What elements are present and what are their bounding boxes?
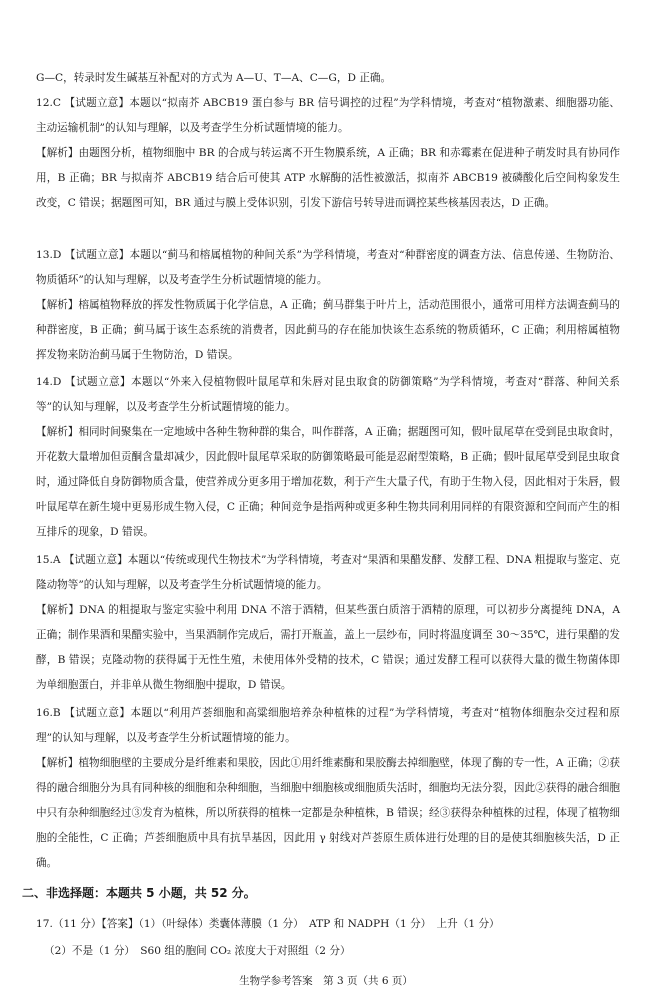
q14-intent: 14.D 【试题立意】本题以“外来入侵植物假叶鼠尾草和朱唇对昆虫取食的防御策略”为学科情境，考查对“群落、种间关系等”的认知与理解，以及考查学生分析试题情境的能力。	[36, 376, 620, 413]
q16-intent: 16.B 【试题立意】本题以“利用芦荟细胞和高粱细胞培养杂种植株的过程”为学科情境，考查对“植物体细胞杂交过程和原理”的认知与理解，以及考查学生分析试题情境的能力。	[36, 707, 620, 744]
q13-analysis: 【解析】榕属植物释放的挥发性物质属于化学信息，A 正确；蓟马群集于叶片上，活动范围很小，通常可用样方法调查蓟马的种群密度，B 正确；蓟马属于该生态系统的消费者，因此蓟马的存在能加快该生态系统的物质循环，C 正确；利用榕属植物挥发物来防治蓟马属于生物防治，D 错误。	[36, 299, 620, 361]
q14-analysis: 【解析】相同时间聚集在一定地域中各种生物种群的集合，叫作群落，A 正确；据题图可知，假叶鼠尾草在受到昆虫取食时，开花数大量增加但贡酮含量却减少，因此假叶鼠尾草采取的防御策略最可能是忍耐型策略，B 正确；假叶鼠尾草受到昆虫取食时，通过降低自身防御物质含量，使营养成分更多用于增加花数，利于产生大量子代，有助于生物入侵，因此相对于朱唇，假叶鼠尾草在新生境中更易形成生物入侵，C 正确；种间竞争是指两种或更多种生物共同利用同样的有限资源和空间而产生的相互排斥的现象，D 错误。	[36, 426, 620, 538]
q15-analysis: 【解析】DNA 的粗提取与鉴定实验中利用 DNA 不溶于酒精，但某些蛋白质溶于酒精的原理，可以初步分离提纯 DNA，A 正确；制作果酒和果醋实验中，当果酒制作完成后，需打开瓶盖，盖上一层纱布，同时将温度调至 30～35℃，进行果醋的发酵，B 错误；克隆动物的获得属于无性生殖，未使用体外受精的技术，C 错误；通过发酵工程可以获得大量的微生物菌体即为单细胞蛋白，并非单从微生物细胞中提取，D 错误。	[36, 604, 620, 691]
q17-answer-2: （2）不是（1 分） S60 组的胞间 CO₂ 浓度大于对照组（2 分）	[44, 945, 351, 957]
page-footer: 生物学参考答案 第 3 页（共 6 页）	[239, 975, 413, 987]
q17-answer-1: 17.（11 分）【答案】（1）（叶绿体）类囊体薄膜（1 分） ATP 和 NADPH（1 分） 上升（1 分）	[36, 918, 500, 930]
q15-intent: 15.A 【试题立意】本题以“传统或现代生物技术”为学科情境，考查对“果酒和果醋发酵、发酵工程、DNA 粗提取与鉴定、克隆动物等”的认知与理解，以及考查学生分析试题情境的能力。	[36, 554, 620, 591]
section-heading: 二、非选择题：本题共 5 小题，共 52 分。	[22, 886, 256, 900]
q12-intent: 12.C 【试题立意】本题以“拟南芥 ABCB19 蛋白参与 BR 信号调控的过程”为学科情境，考查对“植物激素、细胞器功能、主动运输机制”的认知与理解，以及考查学生分析试题情境的能力。	[36, 97, 620, 134]
q16-analysis: 【解析】植物细胞壁的主要成分是纤维素和果胶，因此①用纤维素酶和果胶酶去掉细胞壁，体现了酶的专一性，A 正确；②获得的融合细胞分为具有同种核的细胞和杂种细胞，当细胞中细胞核或细胞质失活时，细胞均无法分裂，因此②获得的融合细胞中只有杂种细胞经过③发育为植株，所以所获得的植株一定都是杂种植株，B 错误；经③获得杂种植株的过程，体现了植物细胞的全能性，C 正确；芦荟细胞质中具有抗旱基因，因此用 γ 射线对芦荟原生质体进行处理的目的是使其细胞核失活，D 正确。	[36, 757, 620, 869]
q13-intent: 13.D 【试题立意】本题以“蓟马和榕属植物的种间关系”为学科情境，考查对“种群密度的调查方法、信息传递、生物防治、物质循环”的认知与理解，以及考查学生分析试题情境的能力。	[36, 249, 620, 286]
q11-continuation: G—C，转录时发生碱基互补配对的方式为 A—U、T—A、C—G，D 正确。	[36, 72, 392, 84]
q12-analysis: 【解析】由题图分析，植物细胞中 BR 的合成与转运离不开生物膜系统，A 正确；BR 和赤霉素在促进种子萌发时具有协同作用，B 正确；BR 与拟南芥 ABCB19 结合后可使其 ATP 水解酶的活性被激活，拟南芥 ABCB19 被磷酸化后空间构象发生改变，C 错误；据题图可知，BR 通过与膜上受体识别，引发下游信号转导进而调控某些核基因表达，D 正确。	[36, 147, 620, 209]
